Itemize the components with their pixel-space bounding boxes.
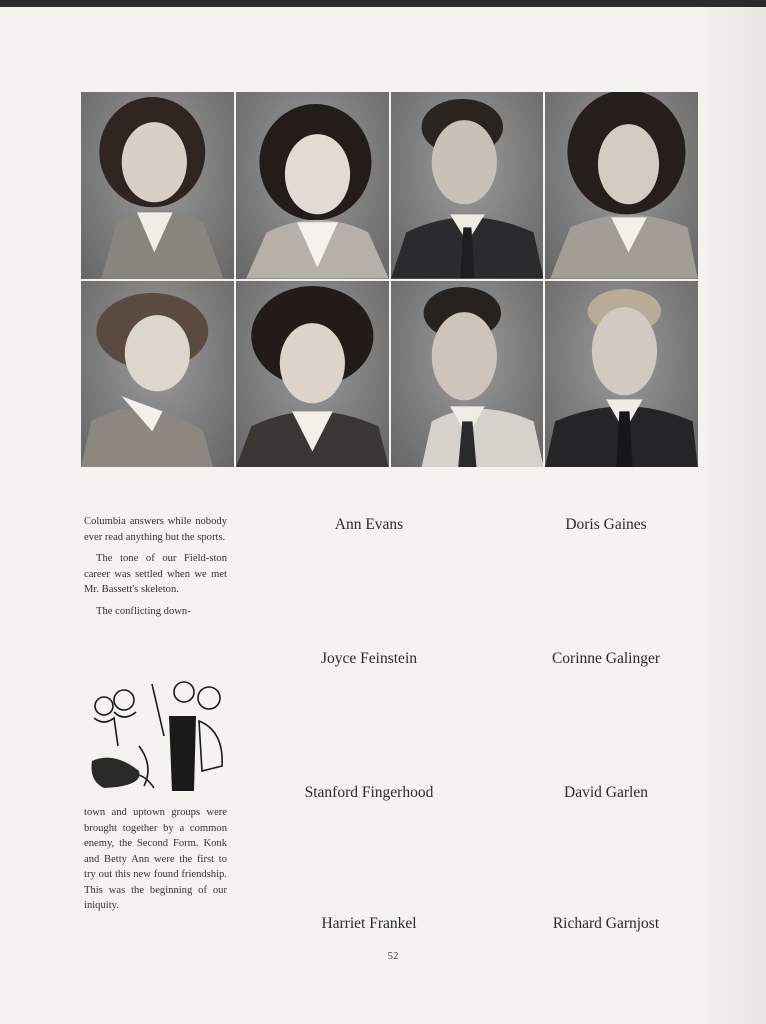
student-name: Harriet Frankel xyxy=(321,915,417,932)
portrait-grid xyxy=(81,92,698,467)
story-paragraph: town and uptown groups were brought together by a common enemy, the Second Form. Konk and Betty Ann were the first to try out this new found friendship. This was the beginning of our iniquity. xyxy=(84,807,227,911)
page-number: 52 xyxy=(387,950,399,962)
portrait-figure xyxy=(391,281,544,468)
portrait-figure xyxy=(391,92,544,279)
portrait-figure xyxy=(236,92,389,279)
cartoon-illustration xyxy=(84,676,230,796)
student-name: Doris Gaines xyxy=(565,516,647,533)
story-text-upper xyxy=(84,514,227,625)
portrait-1 xyxy=(81,92,234,279)
portrait-figure xyxy=(81,281,234,468)
portrait-3 xyxy=(391,92,544,279)
student-name: David Garlen xyxy=(564,784,648,801)
student-name: Corinne Galinger xyxy=(551,650,661,667)
student-name: Ann Evans xyxy=(334,516,404,533)
story-paragraph: The conflicting down- xyxy=(96,605,191,617)
scan-edge-bar xyxy=(0,0,766,7)
page-curl-shadow xyxy=(696,0,766,1024)
portrait-8 xyxy=(545,281,698,468)
story-text-lower xyxy=(84,805,227,920)
student-name: Joyce Feinstein xyxy=(321,650,417,667)
portrait-figure xyxy=(545,281,698,468)
story-paragraph: The tone of our Field-ston career was settled when we met Mr. Bassett's skeleton. xyxy=(84,553,227,595)
portrait-4 xyxy=(545,92,698,279)
portrait-6 xyxy=(236,281,389,468)
portrait-7 xyxy=(391,281,544,468)
student-name: Stanford Fingerhood xyxy=(304,784,434,801)
portrait-figure xyxy=(236,281,389,468)
portrait-figure xyxy=(81,92,234,279)
portrait-2 xyxy=(236,92,389,279)
student-name: Richard Garnjost xyxy=(552,915,660,932)
portrait-figure xyxy=(545,92,698,279)
story-paragraph: Columbia answers while nobody ever read anything but the sports. xyxy=(84,516,227,543)
portrait-5 xyxy=(81,281,234,468)
